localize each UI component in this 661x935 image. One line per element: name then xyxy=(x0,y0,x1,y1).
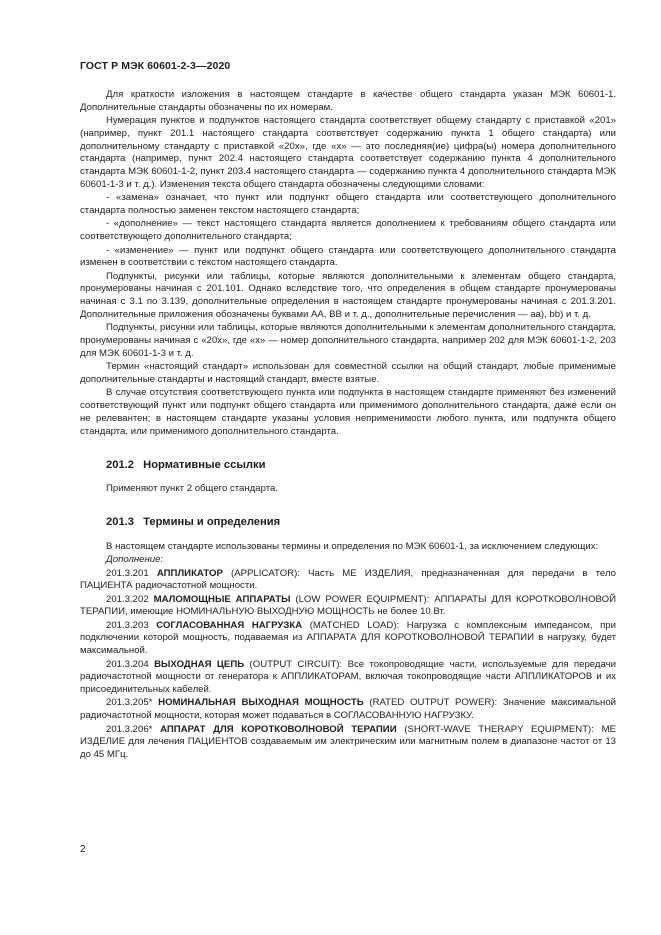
list-item-replacement: - «замена» означает, что пункт или подпункт общего стандарта или соответствующего дополнительного стандарта полностью заменен текстом настоящего стандарта; xyxy=(80,192,616,217)
term-name: АППАРАТ ДЛЯ КОРОТКОВОЛНОВОЙ ТЕРАПИИ xyxy=(160,723,397,735)
term-definition xyxy=(80,724,616,762)
section-text: Применяют пункт 2 общего стандарта. xyxy=(106,483,279,495)
term-number: 201.3.206* xyxy=(106,723,153,735)
term-name: МАЛОМОЩНЫЕ АППАРАТЫ xyxy=(153,593,291,605)
document-body xyxy=(80,89,616,762)
term-text: (MATCHED LOAD): Нагрузка с комплексным импедансом, при подключении которой мощность, подаваемая из АППАРАТА ДЛЯ КОРОТКОВОЛНОВОЙ ТЕРАПИИ в нагрузку, будет максимальной. xyxy=(80,619,616,657)
intro-paragraph: В случае отсутствия соответствующего пункта или подпункта в настоящем стандарте применяют без изменений соответствующий пункт или подпункт общего стандарта или применимого дополнительного стандарта, даже если он не релевантен; в настоящем стандарте указаны условия неприменимости любого пункта, или подпункта общего стандарта, или применимого дополнительного стандарта. xyxy=(80,387,616,437)
intro-paragraph: Термин «настоящий стандарт» использован для совместной ссылки на общий стандарт, любые применимые дополнительные стандарты и настоящий стандарт, вместе взятые. xyxy=(80,361,616,386)
term-definition xyxy=(80,697,616,723)
term-definition xyxy=(80,620,616,658)
term-text: (APPLICATOR): Часть МЕ ИЗДЕЛИЯ, предназначенная для передачи в тело ПАЦИЕНТА радиочастотной мощности. xyxy=(80,567,616,592)
intro-paragraph: Для краткости изложения в настоящем стандарте в качестве общего стандарта указан МЭК 60601-1. Дополнительные стандарты обозначены по их номерам. xyxy=(80,89,616,113)
term-name: АППЛИКАТОР xyxy=(156,567,223,579)
term-name: НОМИНАЛЬНАЯ ВЫХОДНАЯ МОЩНОСТЬ xyxy=(158,697,364,709)
term-definition xyxy=(80,568,616,594)
section-intro: В настоящем стандарте использованы термины и определения по МЭК 60601-1, за исключением следующих: xyxy=(106,540,599,552)
section-heading-normative-references xyxy=(106,459,616,472)
list-item-change: - «изменение» — пункт или подпункт общего стандарта или соответствующего дополнительного стандарта изменен в соответствии с текстом настоящего стандарта. xyxy=(80,244,616,269)
term-text: (OUTPUT CIRCUIT): Все токопроводящие части, используемые для передачи радиочастотной мощности от генератора к АППЛИКАТОРАМ, включая токопроводящие части АППЛИКАТОРОВ и их присоединительных кабелей. xyxy=(80,658,617,696)
term-definition xyxy=(80,659,616,697)
term-number: 201.3.202 xyxy=(106,593,149,605)
term-name: СОГЛАСОВАННАЯ НАГРУЗКА xyxy=(156,619,303,631)
term-number: 201.3.204 xyxy=(106,658,149,670)
section-number: 201.3 xyxy=(106,516,134,529)
term-text: (SHORT-WAVE THERAPY EQUIPMENT): МЕ ИЗДЕЛИЕ для лечения ПАЦИЕНТОВ создаваемым им электрическим или магнитным полем в диапазоне частот от 13 до 45 МГц. xyxy=(80,723,616,761)
section-heading-terms xyxy=(106,516,616,529)
term-number: 201.3.205* xyxy=(106,697,153,709)
addition-label: Дополнение: xyxy=(106,554,164,566)
term-number: 201.3.203 xyxy=(106,619,149,631)
document-code-header: ГОСТ Р МЭК 60601-2-3—2020 xyxy=(80,60,231,72)
section-title: Термины и определения xyxy=(143,516,281,529)
page-number: 2 xyxy=(80,844,86,855)
intro-paragraph: Подпункты, рисунки или таблицы, которые являются дополнительными к элементам общего стандарта, пронумерованы начиная с 201.101. Однако вследствие того, что определения в общем стандарте пронумерованы начиная с 3.1 по 3.139, дополнительные определения в настоящем стандарте пронумерованы начиная с 201.3.201. Дополнительные приложения обозначены буквами АА, ВВ и т. д., дополнительные перечисления — aa), bb) и т. д. xyxy=(80,270,616,321)
term-text: (LOW POWER EQUIPMENT): АППАРАТЫ ДЛЯ КОРОТКОВОЛНОВОЙ ТЕРАПИИ, имеющие НОМИНАЛЬНУЮ ВЫХОДНУЮ МОЩНОСТЬ не более 10 Вт. xyxy=(80,593,616,618)
intro-paragraph: Нумерация пунктов и подпунктов настоящего стандарта соответствует общему стандарту с приставкой «201» (например, пункт 201.1 настоящего стандарта соответствует содержанию пункта 1 общего стандарта) или дополнительному стандарту с приставкой «20x», где «x» — это последняя(ие) цифра(ы) номера дополнительного стандарта (например, пункт 202.4 настоящего стандарта соответствует содержанию пункта 4 дополнительного стандарта МЭК 60601-1-2, пункт 203.4 настоящего стандарта — содержанию пункта 4 дополнительного стандарта МЭК 60601-1-3 и т. д.). Изменения текста общего стандарта обозначены следующими словами: xyxy=(80,115,616,191)
term-text: (RATED OUTPUT POWER): Значение максимальной радиочастотной мощности, которая может подаваться в СОГЛАСОВАННУЮ НАГРУЗКУ. xyxy=(80,697,617,722)
section-title: Нормативные ссылки xyxy=(143,458,266,471)
term-number: 201.3.201 xyxy=(106,567,149,579)
term-name: ВЫХОДНАЯ ЦЕПЬ xyxy=(154,658,245,670)
intro-paragraph: Подпункты, рисунки или таблицы, которые являются дополнительными к элементам дополнительного стандарта, пронумерованы начиная с «20x», где «x» — номер дополнительного стандарта, например 202 для МЭК 60601-1-2, 203 для МЭК 60601-1-3 и т. д. xyxy=(80,322,616,359)
term-definition xyxy=(80,594,616,620)
list-item-addition: - «дополнение» — текст настоящего стандарта является дополнением к требованиям общего стандарта или соответствующего дополнительного стандарта; xyxy=(80,218,616,243)
section-number: 201.2 xyxy=(106,458,134,471)
